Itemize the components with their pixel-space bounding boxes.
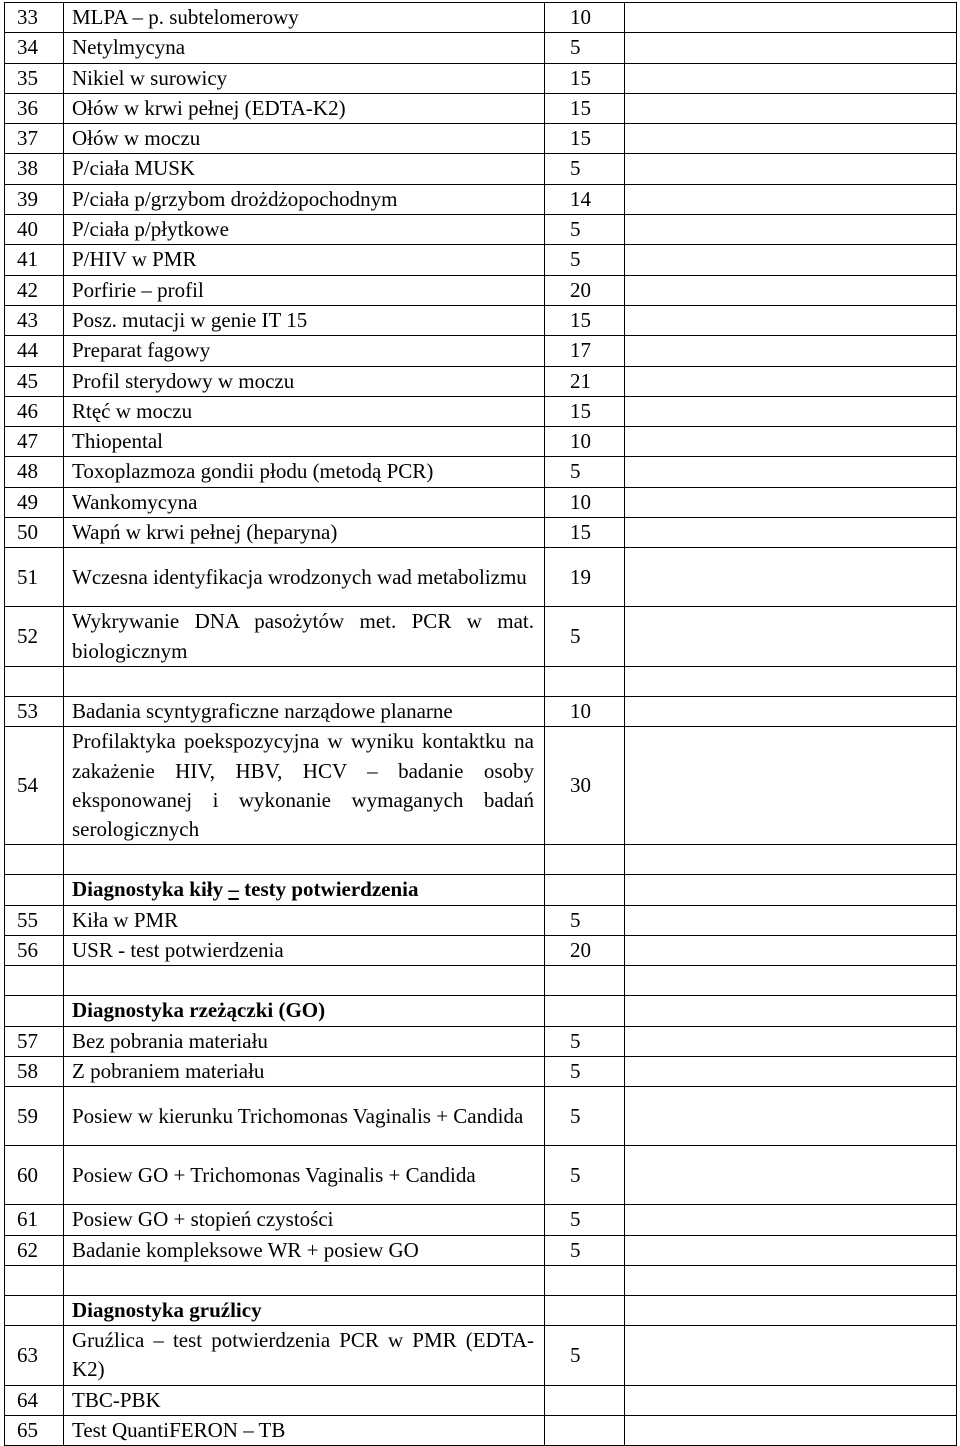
empty-cell [625,457,957,487]
test-name: Ołów w moczu [64,124,545,154]
empty-cell [5,1265,64,1295]
row-number: 48 [5,457,64,487]
test-name: Profilaktyka poekspozycyjna w wyniku kontaktku na zakażenie HIV, HBV, HCV – badanie osoby eksponowanej i wykonanie wymaganych badań serologicznych [64,727,545,845]
row-number: 53 [5,696,64,726]
test-name: Gruźlica – test potwierdzenia PCR w PMR (EDTA-K2) [64,1326,545,1386]
empty-cell [625,1205,957,1235]
test-value: 5 [545,1146,625,1205]
test-value: 10 [545,427,625,457]
empty-cell [5,996,64,1026]
empty-cell [5,845,64,875]
test-name: Wankomycyna [64,487,545,517]
table-row [5,905,957,935]
empty-cell [64,666,545,696]
test-name: P/HIV w PMR [64,245,545,275]
empty-cell [625,936,957,966]
empty-cell [5,875,64,905]
empty-cell [64,1265,545,1295]
row-number: 39 [5,184,64,214]
empty-cell [625,905,957,935]
test-value: 5 [545,905,625,935]
test-value: 17 [545,336,625,366]
test-value: 15 [545,63,625,93]
test-value: 20 [545,275,625,305]
test-value [545,1415,625,1445]
test-value: 5 [545,1026,625,1056]
test-name: TBC-PBK [64,1385,545,1415]
table-row [5,336,957,366]
test-value [545,1385,625,1415]
empty-cell [625,366,957,396]
test-value: 5 [545,1205,625,1235]
test-name: Z pobraniem materiału [64,1056,545,1086]
empty-cell [625,996,957,1026]
test-name: Bez pobrania materiału [64,1026,545,1056]
empty-cell [64,845,545,875]
test-value: 15 [545,518,625,548]
empty-cell [545,845,625,875]
row-number: 51 [5,548,64,607]
empty-cell [625,336,957,366]
test-value: 5 [545,33,625,63]
section-heading-text: Diagnostyka kiły [72,877,229,902]
test-value: 5 [545,457,625,487]
test-value: 14 [545,184,625,214]
row-number: 42 [5,275,64,305]
test-name: USR - test potwierdzenia [64,936,545,966]
empty-cell [625,275,957,305]
section-heading-text-cont: testy potwierdzenia [238,877,419,902]
test-value: 5 [545,1235,625,1265]
section-heading-row [5,1295,957,1325]
spacer-row [5,966,957,996]
table-row [5,184,957,214]
empty-cell [625,845,957,875]
table-row [5,245,957,275]
empty-cell [625,607,957,667]
row-number: 44 [5,336,64,366]
table-row [5,696,957,726]
empty-cell [625,1385,957,1415]
empty-cell [625,1326,957,1386]
empty-cell [625,1295,957,1325]
empty-cell [625,487,957,517]
test-value: 15 [545,396,625,426]
test-name: Test QuantiFERON – TB [64,1415,545,1445]
section-heading-row [5,996,957,1026]
empty-cell [625,1146,957,1205]
table-row [5,33,957,63]
empty-cell [5,666,64,696]
table-row [5,93,957,123]
empty-cell [625,33,957,63]
test-value: 20 [545,936,625,966]
empty-cell [545,996,625,1026]
empty-cell [545,875,625,905]
test-name: Wykrywanie DNA pasożytów met. PCR w mat. biologicznym [64,607,545,667]
empty-cell [5,1295,64,1325]
test-value: 21 [545,366,625,396]
test-value: 5 [545,1326,625,1386]
test-name: P/ciała p/płytkowe [64,215,545,245]
table-row [5,457,957,487]
table-row [5,154,957,184]
test-name: Rtęć w moczu [64,396,545,426]
test-name: Wczesna identyfikacja wrodzonych wad metabolizmu [64,548,545,607]
test-value: 15 [545,305,625,335]
table-row [5,936,957,966]
empty-cell [625,696,957,726]
table-row [5,1087,957,1146]
empty-cell [625,1415,957,1445]
test-value: 5 [545,607,625,667]
row-number: 40 [5,215,64,245]
empty-cell [625,427,957,457]
table-row [5,1385,957,1415]
table-row [5,366,957,396]
empty-cell [625,966,957,996]
test-name: MLPA – p. subtelomerowy [64,3,545,33]
empty-cell [625,1087,957,1146]
spacer-row [5,666,957,696]
table-row [5,124,957,154]
spacer-row [5,845,957,875]
row-number: 41 [5,245,64,275]
table-row [5,548,957,607]
test-name: Badanie kompleksowe WR + posiew GO [64,1235,545,1265]
empty-cell [625,215,957,245]
section-heading-dash: – [228,877,239,902]
spacer-row [5,1265,957,1295]
test-name: P/ciała p/grzybom drożdżopochodnym [64,184,545,214]
test-value: 5 [545,215,625,245]
table-row [5,305,957,335]
test-name: Toxoplazmoza gondii płodu (metodą PCR) [64,457,545,487]
table-row [5,518,957,548]
empty-cell [625,1026,957,1056]
empty-cell [625,184,957,214]
test-name: Thiopental [64,427,545,457]
test-name: Kiła w PMR [64,905,545,935]
row-number: 38 [5,154,64,184]
row-number: 55 [5,905,64,935]
row-number: 46 [5,396,64,426]
section-heading [64,996,545,1026]
section-heading-row [5,875,957,905]
test-name: Posiew GO + stopień czystości [64,1205,545,1235]
test-name: Badania scyntygraficzne narządowe planarne [64,696,545,726]
empty-cell [625,3,957,33]
empty-cell [545,1265,625,1295]
section-heading [64,875,545,905]
test-name: Nikiel w surowicy [64,63,545,93]
row-number: 62 [5,1235,64,1265]
table-row [5,1326,957,1386]
table-row [5,487,957,517]
empty-cell [625,93,957,123]
empty-cell [64,966,545,996]
table-row [5,1146,957,1205]
section-heading-text: Diagnostyka gruźlicy [72,1297,262,1322]
table-row [5,1235,957,1265]
empty-cell [5,966,64,996]
row-number: 49 [5,487,64,517]
test-name: Wapń w krwi pełnej (heparyna) [64,518,545,548]
row-number: 58 [5,1056,64,1086]
test-name: Porfirie – profil [64,275,545,305]
empty-cell [545,966,625,996]
row-number: 45 [5,366,64,396]
empty-cell [625,666,957,696]
test-value: 30 [545,727,625,845]
section-heading-text: Diagnostyka rzeżączki (GO) [72,998,326,1023]
empty-cell [625,124,957,154]
test-value: 19 [545,548,625,607]
table-row [5,1205,957,1235]
test-value: 5 [545,1056,625,1086]
test-value: 10 [545,487,625,517]
test-name: P/ciała MUSK [64,154,545,184]
row-number: 60 [5,1146,64,1205]
test-name: Posiew GO + Trichomonas Vaginalis + Candida [64,1146,545,1205]
row-number: 54 [5,727,64,845]
empty-cell [625,154,957,184]
table-row [5,1026,957,1056]
empty-cell [545,666,625,696]
test-name: Ołów w krwi pełnej (EDTA-K2) [64,93,545,123]
table-row [5,275,957,305]
row-number: 33 [5,3,64,33]
row-number: 35 [5,63,64,93]
row-number: 47 [5,427,64,457]
row-number: 63 [5,1326,64,1386]
row-number: 36 [5,93,64,123]
test-value: 5 [545,1087,625,1146]
row-number: 59 [5,1087,64,1146]
empty-cell [625,63,957,93]
empty-cell [545,1295,625,1325]
table-row [5,1056,957,1086]
empty-cell [625,518,957,548]
empty-cell [625,1056,957,1086]
table-row [5,607,957,667]
empty-cell [625,245,957,275]
table-row [5,63,957,93]
row-number: 61 [5,1205,64,1235]
table-row [5,3,957,33]
row-number: 37 [5,124,64,154]
test-value: 15 [545,124,625,154]
empty-cell [625,1235,957,1265]
test-name: Profil sterydowy w moczu [64,366,545,396]
row-number: 65 [5,1415,64,1445]
table-body [5,3,957,1446]
test-value: 10 [545,696,625,726]
empty-cell [625,727,957,845]
test-name: Posiew w kierunku Trichomonas Vaginalis + Candida [64,1087,545,1146]
document-table [4,2,957,1446]
row-number: 43 [5,305,64,335]
empty-cell [625,305,957,335]
row-number: 56 [5,936,64,966]
row-number: 52 [5,607,64,667]
section-heading [64,1295,545,1325]
test-name: Posz. mutacji w genie IT 15 [64,305,545,335]
test-value: 10 [545,3,625,33]
row-number: 34 [5,33,64,63]
empty-cell [625,548,957,607]
empty-cell [625,1265,957,1295]
row-number: 57 [5,1026,64,1056]
row-number: 64 [5,1385,64,1415]
table-row [5,727,957,845]
test-value: 15 [545,93,625,123]
table-row [5,1415,957,1445]
table-row [5,396,957,426]
empty-cell [625,875,957,905]
empty-cell [625,396,957,426]
test-value: 5 [545,245,625,275]
test-name: Netylmycyna [64,33,545,63]
test-name: Preparat fagowy [64,336,545,366]
test-value: 5 [545,154,625,184]
table-row [5,427,957,457]
table-row [5,215,957,245]
row-number: 50 [5,518,64,548]
